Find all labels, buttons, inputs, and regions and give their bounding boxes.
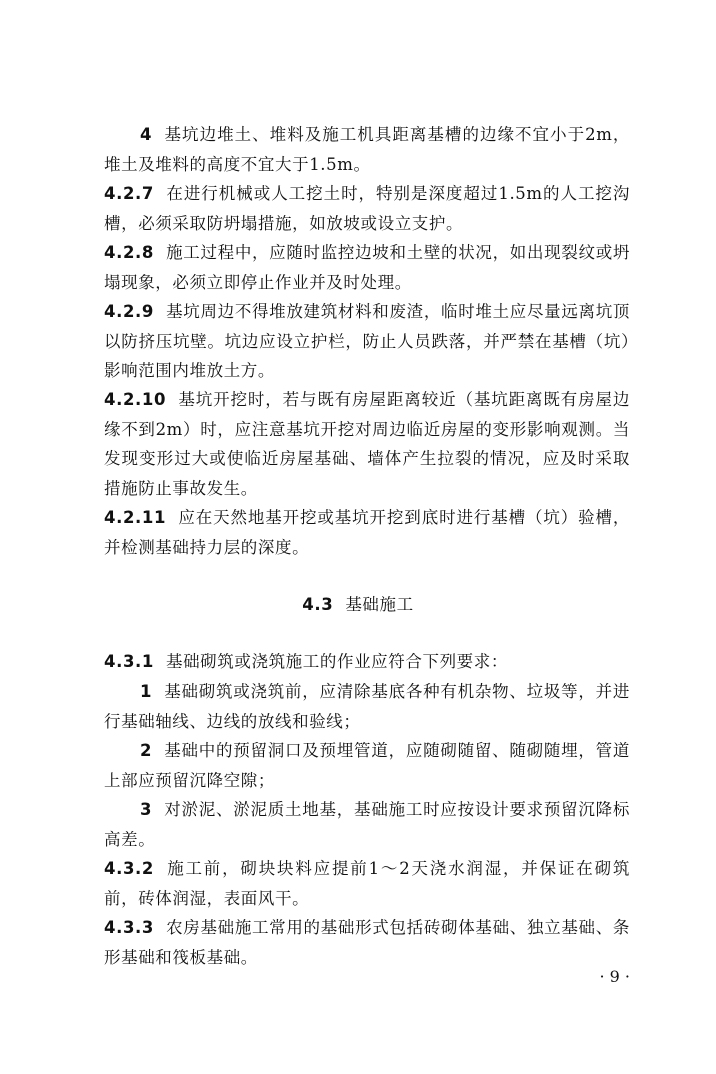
list-item xyxy=(104,736,630,795)
section-title: 基础施工 xyxy=(345,595,414,614)
clause-number: 4.3.3 xyxy=(104,918,154,937)
clause-paragraph xyxy=(104,385,630,503)
clause-text: 农房基础施工常用的基础形式包括砖砌体基础、独立基础、条形基础和筏板基础。 xyxy=(104,918,630,967)
clause-text: 在进行机械或人工挖土时，特别是深度超过1.5m的人工挖沟槽，必须采取防坍塌措施，如放坡或设立支护。 xyxy=(104,184,630,233)
clause-paragraph xyxy=(104,179,630,238)
section-heading xyxy=(0,590,716,620)
clause-number: 4.2.8 xyxy=(104,243,154,262)
clause-text: 应在天然地基开挖或基坑开挖到底时进行基槽（坑）验槽，并检测基础持力层的深度。 xyxy=(104,508,630,557)
item-number: 1 xyxy=(140,682,153,701)
clause-text: 基础砌筑或浇筑施工的作业应符合下列要求： xyxy=(165,652,508,671)
item-number: 4 xyxy=(140,125,153,144)
section-number: 4.3 xyxy=(302,595,334,614)
list-item xyxy=(104,120,630,179)
clause-paragraph xyxy=(104,647,630,677)
clause-text: 施工前，砌块块料应提前1～2天浇水润湿，并保证在砌筑前，砖体润湿，表面风干。 xyxy=(104,859,630,908)
clause-number: 4.2.10 xyxy=(104,390,167,409)
page-number: · 9 · xyxy=(599,967,630,986)
clause-number: 4.2.11 xyxy=(104,508,167,527)
item-text: 对淤泥、淤泥质土地基，基础施工时应按设计要求预留沉降标高差。 xyxy=(104,800,630,849)
clause-number: 4.2.7 xyxy=(104,184,154,203)
item-number: 2 xyxy=(140,741,153,760)
item-number: 3 xyxy=(140,800,153,819)
clause-number: 4.3.2 xyxy=(104,859,154,878)
clause-number: 4.3.1 xyxy=(104,652,154,671)
clause-number: 4.2.9 xyxy=(104,302,154,321)
clause-paragraph xyxy=(104,238,630,297)
item-text: 基础中的预留洞口及预埋管道，应随砌随留、随砌随埋，管道上部应预留沉降空隙； xyxy=(104,741,630,790)
item-text: 基础砌筑或浇筑前，应清除基底各种有机杂物、垃圾等，并进行基础轴线、边线的放线和验线； xyxy=(104,682,630,731)
clause-paragraph xyxy=(104,854,630,913)
list-item xyxy=(104,795,630,854)
clause-paragraph xyxy=(104,913,630,972)
clause-paragraph xyxy=(104,503,630,562)
clause-text: 施工过程中，应随时监控边坡和土壁的状况，如出现裂纹或坍塌现象，必须立即停止作业并及时处理。 xyxy=(104,243,630,292)
clause-paragraph xyxy=(104,297,630,386)
list-item xyxy=(104,677,630,736)
item-text: 基坑边堆土、堆料及施工机具距离基槽的边缘不宜小于2m，堆土及堆料的高度不宜大于1.5m。 xyxy=(104,125,630,174)
clause-text: 基坑开挖时，若与既有房屋距离较近（基坑距离既有房屋边缘不到2m）时，应注意基坑开挖对周边临近房屋的变形影响观测。当发现变形过大或使临近房屋基础、墙体产生拉裂的情况，应及时采取措施防止事故发生。 xyxy=(104,390,630,498)
clause-text: 基坑周边不得堆放建筑材料和废渣，临时堆土应尽量远离坑顶以防挤压坑壁。坑边应设立护栏，防止人员跌落，并严禁在基槽（坑）影响范围内堆放土方。 xyxy=(104,302,630,381)
